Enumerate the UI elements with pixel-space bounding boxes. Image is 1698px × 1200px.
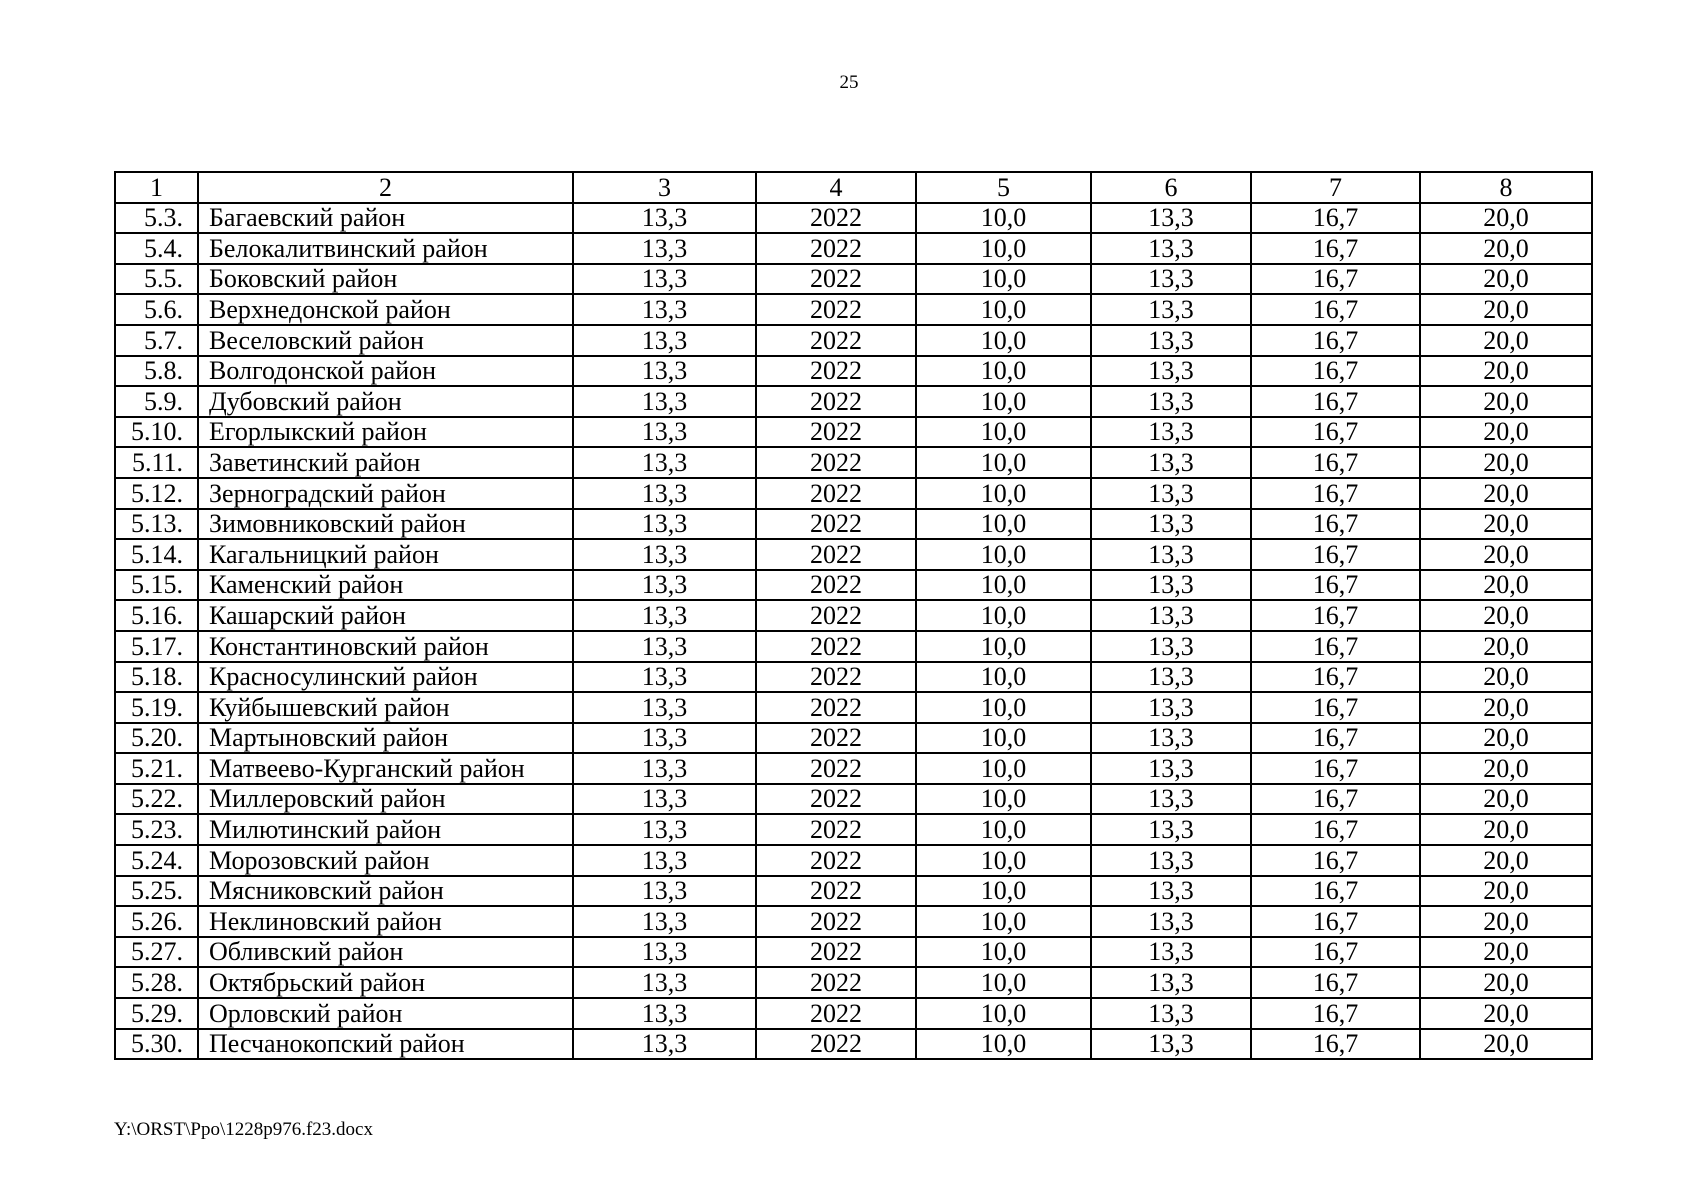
value-cell: 20,0 [1420, 998, 1592, 1029]
table-row [115, 1029, 1592, 1060]
header-cell: 1 [115, 172, 198, 203]
year-cell: 2022 [756, 447, 916, 478]
value-cell: 10,0 [916, 692, 1091, 723]
year-cell: 2022 [756, 1029, 916, 1060]
district-name-cell: Милютинский район [198, 814, 573, 845]
value-cell: 10,0 [916, 294, 1091, 325]
value-cell: 20,0 [1420, 631, 1592, 662]
district-name-cell: Мартыновский район [198, 723, 573, 754]
value-cell: 16,7 [1251, 845, 1420, 876]
value-cell: 13,3 [1091, 967, 1251, 998]
value-cell: 20,0 [1420, 233, 1592, 264]
value-cell: 10,0 [916, 233, 1091, 264]
row-number-cell: 5.30. [115, 1029, 198, 1060]
row-number-cell: 5.24. [115, 845, 198, 876]
value-cell: 13,3 [1091, 876, 1251, 907]
value-cell: 13,3 [573, 509, 756, 540]
row-number-cell: 5.9. [115, 386, 198, 417]
district-name-cell: Белокалитвинский район [198, 233, 573, 264]
row-number-cell: 5.19. [115, 692, 198, 723]
value-cell: 10,0 [916, 845, 1091, 876]
year-cell: 2022 [756, 662, 916, 693]
table-row [115, 203, 1592, 234]
table-body [115, 172, 1592, 1059]
value-cell: 13,3 [1091, 325, 1251, 356]
value-cell: 13,3 [1091, 417, 1251, 448]
value-cell: 20,0 [1420, 386, 1592, 417]
value-cell: 10,0 [916, 1029, 1091, 1060]
table-row [115, 814, 1592, 845]
district-name-cell: Константиновский район [198, 631, 573, 662]
district-name-cell: Зерноградский район [198, 478, 573, 509]
year-cell: 2022 [756, 294, 916, 325]
header-cell: 2 [198, 172, 573, 203]
row-number-cell: 5.18. [115, 662, 198, 693]
year-cell: 2022 [756, 753, 916, 784]
year-cell: 2022 [756, 998, 916, 1029]
value-cell: 20,0 [1420, 845, 1592, 876]
value-cell: 13,3 [1091, 845, 1251, 876]
table-row [115, 509, 1592, 540]
value-cell: 13,3 [573, 325, 756, 356]
table-row [115, 631, 1592, 662]
value-cell: 16,7 [1251, 967, 1420, 998]
year-cell: 2022 [756, 478, 916, 509]
year-cell: 2022 [756, 906, 916, 937]
table-row [115, 417, 1592, 448]
district-name-cell: Миллеровский район [198, 784, 573, 815]
value-cell: 13,3 [573, 937, 756, 968]
row-number-cell: 5.10. [115, 417, 198, 448]
value-cell: 20,0 [1420, 478, 1592, 509]
value-cell: 16,7 [1251, 662, 1420, 693]
table-row [115, 539, 1592, 570]
value-cell: 10,0 [916, 937, 1091, 968]
year-cell: 2022 [756, 967, 916, 998]
row-number-cell: 5.15. [115, 570, 198, 601]
value-cell: 13,3 [1091, 662, 1251, 693]
value-cell: 13,3 [1091, 723, 1251, 754]
row-number-cell: 5.27. [115, 937, 198, 968]
value-cell: 20,0 [1420, 447, 1592, 478]
year-cell: 2022 [756, 600, 916, 631]
value-cell: 10,0 [916, 998, 1091, 1029]
value-cell: 13,3 [573, 967, 756, 998]
row-number-cell: 5.21. [115, 753, 198, 784]
value-cell: 16,7 [1251, 447, 1420, 478]
table-row [115, 264, 1592, 295]
value-cell: 10,0 [916, 264, 1091, 295]
header-cell: 5 [916, 172, 1091, 203]
table-row [115, 876, 1592, 907]
year-cell: 2022 [756, 233, 916, 264]
value-cell: 13,3 [573, 845, 756, 876]
value-cell: 16,7 [1251, 692, 1420, 723]
row-number-cell: 5.23. [115, 814, 198, 845]
value-cell: 16,7 [1251, 998, 1420, 1029]
value-cell: 16,7 [1251, 478, 1420, 509]
row-number-cell: 5.25. [115, 876, 198, 907]
year-cell: 2022 [756, 539, 916, 570]
value-cell: 13,3 [1091, 814, 1251, 845]
table-row [115, 845, 1592, 876]
value-cell: 16,7 [1251, 753, 1420, 784]
value-cell: 16,7 [1251, 356, 1420, 387]
value-cell: 16,7 [1251, 233, 1420, 264]
value-cell: 20,0 [1420, 876, 1592, 907]
row-number-cell: 5.16. [115, 600, 198, 631]
value-cell: 20,0 [1420, 264, 1592, 295]
row-number-cell: 5.28. [115, 967, 198, 998]
value-cell: 13,3 [573, 692, 756, 723]
table-row [115, 570, 1592, 601]
table-row [115, 753, 1592, 784]
row-number-cell: 5.13. [115, 509, 198, 540]
value-cell: 10,0 [916, 325, 1091, 356]
table-row [115, 998, 1592, 1029]
value-cell: 10,0 [916, 539, 1091, 570]
value-cell: 20,0 [1420, 967, 1592, 998]
table-row [115, 356, 1592, 387]
year-cell: 2022 [756, 570, 916, 601]
value-cell: 20,0 [1420, 325, 1592, 356]
header-cell: 4 [756, 172, 916, 203]
value-cell: 10,0 [916, 447, 1091, 478]
district-name-cell: Орловский район [198, 998, 573, 1029]
year-cell: 2022 [756, 814, 916, 845]
district-name-cell: Кагальницкий район [198, 539, 573, 570]
value-cell: 20,0 [1420, 784, 1592, 815]
value-cell: 10,0 [916, 356, 1091, 387]
year-cell: 2022 [756, 876, 916, 907]
district-name-cell: Песчанокопский район [198, 1029, 573, 1060]
value-cell: 20,0 [1420, 753, 1592, 784]
value-cell: 20,0 [1420, 692, 1592, 723]
table-row [115, 662, 1592, 693]
value-cell: 10,0 [916, 906, 1091, 937]
value-cell: 20,0 [1420, 1029, 1592, 1060]
value-cell: 10,0 [916, 631, 1091, 662]
data-table [114, 171, 1593, 1060]
value-cell: 16,7 [1251, 539, 1420, 570]
table-header-row [115, 172, 1592, 203]
row-number-cell: 5.26. [115, 906, 198, 937]
value-cell: 13,3 [1091, 998, 1251, 1029]
district-name-cell: Куйбышевский район [198, 692, 573, 723]
value-cell: 13,3 [573, 753, 756, 784]
value-cell: 13,3 [1091, 478, 1251, 509]
value-cell: 20,0 [1420, 356, 1592, 387]
value-cell: 13,3 [1091, 386, 1251, 417]
value-cell: 10,0 [916, 509, 1091, 540]
value-cell: 10,0 [916, 814, 1091, 845]
value-cell: 10,0 [916, 417, 1091, 448]
value-cell: 10,0 [916, 478, 1091, 509]
district-name-cell: Волгодонской район [198, 356, 573, 387]
value-cell: 16,7 [1251, 325, 1420, 356]
row-number-cell: 5.11. [115, 447, 198, 478]
value-cell: 20,0 [1420, 509, 1592, 540]
district-name-cell: Заветинский район [198, 447, 573, 478]
row-number-cell: 5.6. [115, 294, 198, 325]
value-cell: 16,7 [1251, 570, 1420, 601]
district-name-cell: Матвеево-Курганский район [198, 753, 573, 784]
year-cell: 2022 [756, 417, 916, 448]
value-cell: 13,3 [1091, 600, 1251, 631]
district-name-cell: Багаевский район [198, 203, 573, 234]
value-cell: 13,3 [573, 539, 756, 570]
value-cell: 13,3 [1091, 539, 1251, 570]
value-cell: 13,3 [573, 203, 756, 234]
value-cell: 10,0 [916, 753, 1091, 784]
value-cell: 20,0 [1420, 294, 1592, 325]
row-number-cell: 5.20. [115, 723, 198, 754]
table-row [115, 478, 1592, 509]
page-number: 25 [839, 72, 859, 93]
year-cell: 2022 [756, 386, 916, 417]
value-cell: 16,7 [1251, 814, 1420, 845]
year-cell: 2022 [756, 784, 916, 815]
year-cell: 2022 [756, 203, 916, 234]
year-cell: 2022 [756, 631, 916, 662]
header-cell: 8 [1420, 172, 1592, 203]
value-cell: 16,7 [1251, 294, 1420, 325]
value-cell: 20,0 [1420, 662, 1592, 693]
district-name-cell: Кашарский район [198, 600, 573, 631]
value-cell: 13,3 [573, 784, 756, 815]
row-number-cell: 5.12. [115, 478, 198, 509]
value-cell: 13,3 [573, 1029, 756, 1060]
value-cell: 16,7 [1251, 264, 1420, 295]
value-cell: 16,7 [1251, 386, 1420, 417]
table-row [115, 233, 1592, 264]
value-cell: 16,7 [1251, 509, 1420, 540]
value-cell: 13,3 [573, 356, 756, 387]
value-cell: 13,3 [573, 386, 756, 417]
value-cell: 16,7 [1251, 937, 1420, 968]
district-name-cell: Неклиновский район [198, 906, 573, 937]
value-cell: 16,7 [1251, 723, 1420, 754]
value-cell: 13,3 [1091, 753, 1251, 784]
value-cell: 13,3 [1091, 447, 1251, 478]
value-cell: 13,3 [573, 600, 756, 631]
value-cell: 13,3 [573, 814, 756, 845]
value-cell: 13,3 [1091, 937, 1251, 968]
value-cell: 13,3 [1091, 631, 1251, 662]
district-name-cell: Обливский район [198, 937, 573, 968]
year-cell: 2022 [756, 723, 916, 754]
value-cell: 13,3 [1091, 264, 1251, 295]
value-cell: 16,7 [1251, 600, 1420, 631]
value-cell: 13,3 [1091, 233, 1251, 264]
header-cell: 6 [1091, 172, 1251, 203]
district-name-cell: Морозовский район [198, 845, 573, 876]
value-cell: 10,0 [916, 876, 1091, 907]
header-cell: 3 [573, 172, 756, 203]
value-cell: 13,3 [573, 417, 756, 448]
district-name-cell: Верхнедонской район [198, 294, 573, 325]
table-row [115, 967, 1592, 998]
value-cell: 20,0 [1420, 814, 1592, 845]
value-cell: 16,7 [1251, 876, 1420, 907]
year-cell: 2022 [756, 509, 916, 540]
value-cell: 10,0 [916, 386, 1091, 417]
value-cell: 16,7 [1251, 1029, 1420, 1060]
year-cell: 2022 [756, 264, 916, 295]
value-cell: 13,3 [573, 478, 756, 509]
row-number-cell: 5.17. [115, 631, 198, 662]
district-name-cell: Октябрьский район [198, 967, 573, 998]
row-number-cell: 5.5. [115, 264, 198, 295]
value-cell: 20,0 [1420, 417, 1592, 448]
value-cell: 16,7 [1251, 417, 1420, 448]
value-cell: 20,0 [1420, 906, 1592, 937]
value-cell: 13,3 [573, 294, 756, 325]
value-cell: 13,3 [1091, 784, 1251, 815]
value-cell: 13,3 [573, 631, 756, 662]
value-cell: 10,0 [916, 570, 1091, 601]
value-cell: 13,3 [1091, 1029, 1251, 1060]
value-cell: 13,3 [1091, 294, 1251, 325]
row-number-cell: 5.22. [115, 784, 198, 815]
value-cell: 13,3 [573, 906, 756, 937]
value-cell: 13,3 [1091, 356, 1251, 387]
value-cell: 13,3 [573, 570, 756, 601]
district-name-cell: Егорлыкский район [198, 417, 573, 448]
district-name-cell: Мясниковский район [198, 876, 573, 907]
table-row [115, 906, 1592, 937]
value-cell: 13,3 [1091, 692, 1251, 723]
value-cell: 10,0 [916, 662, 1091, 693]
row-number-cell: 5.3. [115, 203, 198, 234]
table-row [115, 784, 1592, 815]
header-cell: 7 [1251, 172, 1420, 203]
value-cell: 10,0 [916, 784, 1091, 815]
value-cell: 20,0 [1420, 723, 1592, 754]
table-row [115, 723, 1592, 754]
table-row [115, 600, 1592, 631]
value-cell: 16,7 [1251, 631, 1420, 662]
value-cell: 13,3 [573, 233, 756, 264]
year-cell: 2022 [756, 692, 916, 723]
value-cell: 13,3 [573, 998, 756, 1029]
value-cell: 10,0 [916, 203, 1091, 234]
value-cell: 10,0 [916, 723, 1091, 754]
district-name-cell: Красносулинский район [198, 662, 573, 693]
value-cell: 13,3 [573, 264, 756, 295]
value-cell: 10,0 [916, 600, 1091, 631]
table-row [115, 692, 1592, 723]
value-cell: 16,7 [1251, 906, 1420, 937]
value-cell: 13,3 [573, 447, 756, 478]
district-name-cell: Каменский район [198, 570, 573, 601]
value-cell: 16,7 [1251, 203, 1420, 234]
year-cell: 2022 [756, 356, 916, 387]
value-cell: 13,3 [573, 662, 756, 693]
row-number-cell: 5.29. [115, 998, 198, 1029]
district-name-cell: Зимовниковский район [198, 509, 573, 540]
value-cell: 20,0 [1420, 570, 1592, 601]
value-cell: 16,7 [1251, 784, 1420, 815]
value-cell: 10,0 [916, 967, 1091, 998]
table-row [115, 447, 1592, 478]
table-row [115, 937, 1592, 968]
value-cell: 13,3 [1091, 906, 1251, 937]
district-name-cell: Веселовский район [198, 325, 573, 356]
value-cell: 13,3 [1091, 203, 1251, 234]
value-cell: 20,0 [1420, 203, 1592, 234]
district-name-cell: Боковский район [198, 264, 573, 295]
year-cell: 2022 [756, 325, 916, 356]
table-row [115, 294, 1592, 325]
table-row [115, 325, 1592, 356]
row-number-cell: 5.7. [115, 325, 198, 356]
value-cell: 13,3 [1091, 509, 1251, 540]
value-cell: 13,3 [573, 723, 756, 754]
year-cell: 2022 [756, 937, 916, 968]
value-cell: 20,0 [1420, 600, 1592, 631]
row-number-cell: 5.4. [115, 233, 198, 264]
year-cell: 2022 [756, 845, 916, 876]
district-name-cell: Дубовский район [198, 386, 573, 417]
value-cell: 13,3 [573, 876, 756, 907]
file-path: Y:\ORST\Ppo\1228p976.f23.docx [114, 1119, 373, 1140]
table-row [115, 386, 1592, 417]
row-number-cell: 5.8. [115, 356, 198, 387]
value-cell: 20,0 [1420, 937, 1592, 968]
value-cell: 13,3 [1091, 570, 1251, 601]
value-cell: 20,0 [1420, 539, 1592, 570]
row-number-cell: 5.14. [115, 539, 198, 570]
